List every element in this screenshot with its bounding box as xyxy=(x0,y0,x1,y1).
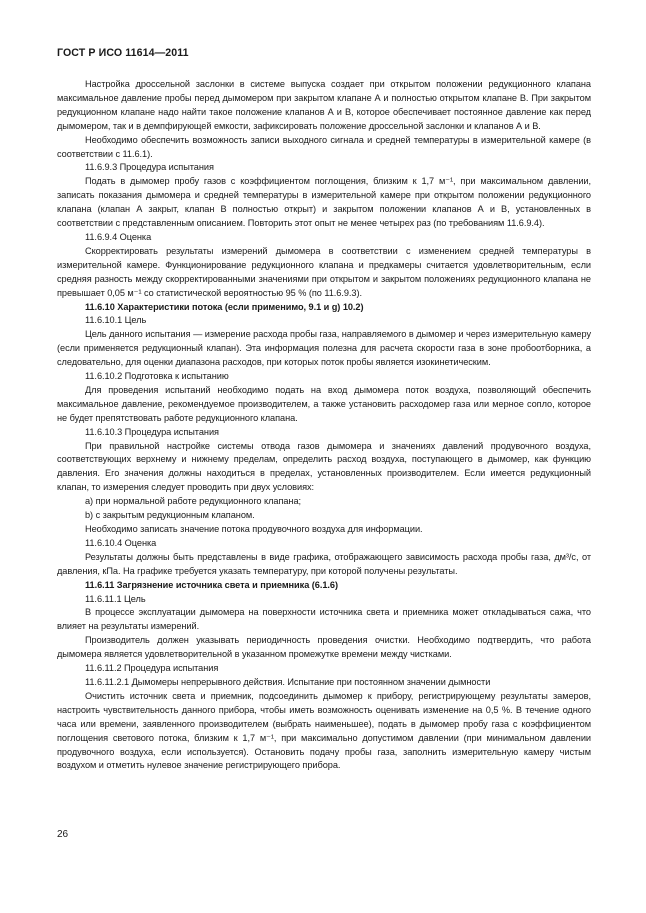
paragraph-flow-purpose: Цель данного испытания — измерение расхода пробы газа, направляемого в дымомер и через измерительную камеру (если применяется редукционный клапан). Эта информация полезна для расчета скорости газа в зоне пробоотборника, а следовательно, для оценки диапазона расходов, при которых поток пробы является изокинетическим. xyxy=(57,329,591,368)
paragraph-test-procedure: Подать в дымомер пробу газов с коэффициентом поглощения, близким к 1,7 м⁻¹, при максимальном давлении, записать показания дымомера и средней температуры в измерительной камере при открытом положении редукционного клапана (клапан А закрыт, клапан В полностью открыт) и закрытом положении клапанов А и В, установленных в соответствии с представленным описанием. Повторить этот опыт не менее четырех раз (по требованиям 11.6.9.4). xyxy=(57,176,591,229)
document-header: ГОСТ Р ИСО 11614—2011 xyxy=(57,47,189,59)
subsection-title-11-6-10-2: 11.6.10.2 Подготовка к испытанию xyxy=(85,371,229,382)
subsection-title-11-6-11-2: 11.6.11.2 Процедура испытания xyxy=(85,663,219,674)
list-item-a: а) при нормальной работе редукционного клапана; xyxy=(85,496,302,507)
paragraph-cleaning-interval: Производитель должен указывать периодичность проведения очистки. Необходимо подтвердить, что работа дымомера является удовлетворительной в указанном промежутке времени между чистками. xyxy=(57,635,591,660)
paragraph-flow-procedure: При правильной настройке системы отвода газов дымомера и значениях давлений продувочного воздуха, соответствующих верхнему и нижнему пределам, определить расход воздуха, поступающего в дымомер, как функцию давления. Его значения должны находиться в пределах, установленных производителем. Если имеется редукционный клапан, то измерения следует проводить при двух условиях: xyxy=(57,440,591,493)
paragraph-flow-evaluation: Результаты должны быть представлены в виде графика, отображающего зависимость расхода пробы газа, дм³/с, от давления, кПа. На графике требуется указать температуру, при которой получены результаты. xyxy=(57,551,591,576)
list-item-b: b) с закрытым редукционным клапаном. xyxy=(85,510,255,521)
paragraph-soot-deposit: В процессе эксплуатации дымомера на поверхности источника света и приемника может откладываться сажа, что влияет на результаты измерений. xyxy=(57,607,591,632)
paragraph-throttle-setting: Настройка дроссельной заслонки в системе выпуска создает при открытом положении редукционного клапана максимальное давление пробы перед дымомером при закрытом клапане А и полностью открытом клапане В. При закрытом редукционном клапане надо найти такое положение клапанов А и В, которое обеспечивает постоянное давление как перед дымомером, так и в демпфирующей емкости, зафиксировать положение дроссельной заслонки и клапанов А и В. xyxy=(57,79,591,131)
subsection-title-11-6-10-1: 11.6.10.1 Цель xyxy=(85,315,147,326)
paragraph-signal-recording: Необходимо обеспечить возможность записи выходного сигнала и средней температуры в измерительной камере (в соответствии с 11.6.1). xyxy=(57,134,591,159)
paragraph-continuous-test: Очистить источник света и приемник, подсоединить дымомер к прибору, регистрирующему результаты замеров, настроить чувствительность данного прибора, чтобы иметь возможность оценивать изменение на 0,5 %. В течение одного часа или времени, заявленного производителем (выбрать наименьшее), подать в дымомер пробу газа с коэффициентом поглощения светового потока, близким к 1,7 м⁻¹, при максимально допустимом давлении (при минимальном давлении продувочного воздуха, если используется). Остановить подачу пробы газа, заполнить измерительную камеру чистым воздухом и отметить нулевое значение регистрирующего прибора. xyxy=(57,690,591,771)
section-heading-11-6-11: 11.6.11 Загрязнение источника света и приемника (6.1.6) xyxy=(85,579,338,590)
paragraph-record-flow: Необходимо записать значение потока продувочного воздуха для информации. xyxy=(85,524,423,534)
paragraph-flow-preparation: Для проведения испытаний необходимо подать на вход дымомера поток воздуха, позволяющий обеспечить максимальное давление, рекомендуемое производителем, а также установить расходомер газа или мерное сопло, которое не будет препятствовать работе редукционного клапана. xyxy=(57,384,591,423)
subsection-title-11-6-11-2-1: 11.6.11.2.1 Дымомеры непрерывного действия. Испытание при постоянном значении дымности xyxy=(85,676,491,687)
subsection-title-11-6-10-4: 11.6.10.4 Оценка xyxy=(85,537,157,548)
document-body xyxy=(57,78,591,773)
subsection-title-11-6-10-3: 11.6.10.3 Процедура испытания xyxy=(85,426,219,437)
subsection-title-11-6-9-3: 11.6.9.3 Процедура испытания xyxy=(85,162,214,173)
subsection-title-11-6-9-4: 11.6.9.4 Оценка xyxy=(85,231,152,242)
page-number: 26 xyxy=(57,829,69,840)
subsection-title-11-6-11-1: 11.6.11.1 Цель xyxy=(85,593,146,604)
paragraph-evaluation: Скорректировать результаты измерений дымомера в соответствии с изменением средней температуры в измерительной камере. Функционирование редукционного клапана и предкамеры считается удовлетворительным, если средняя разность между скорректированными значениями при открытом и закрытом положениях редукционного клапана не превышает 0,05 м⁻¹ со статистической вероятностью 95 % (по 11.6.9.3). xyxy=(57,245,591,298)
section-heading-11-6-10: 11.6.10 Характеристики потока (если применимо, 9.1 и g) 10.2) xyxy=(85,301,364,312)
